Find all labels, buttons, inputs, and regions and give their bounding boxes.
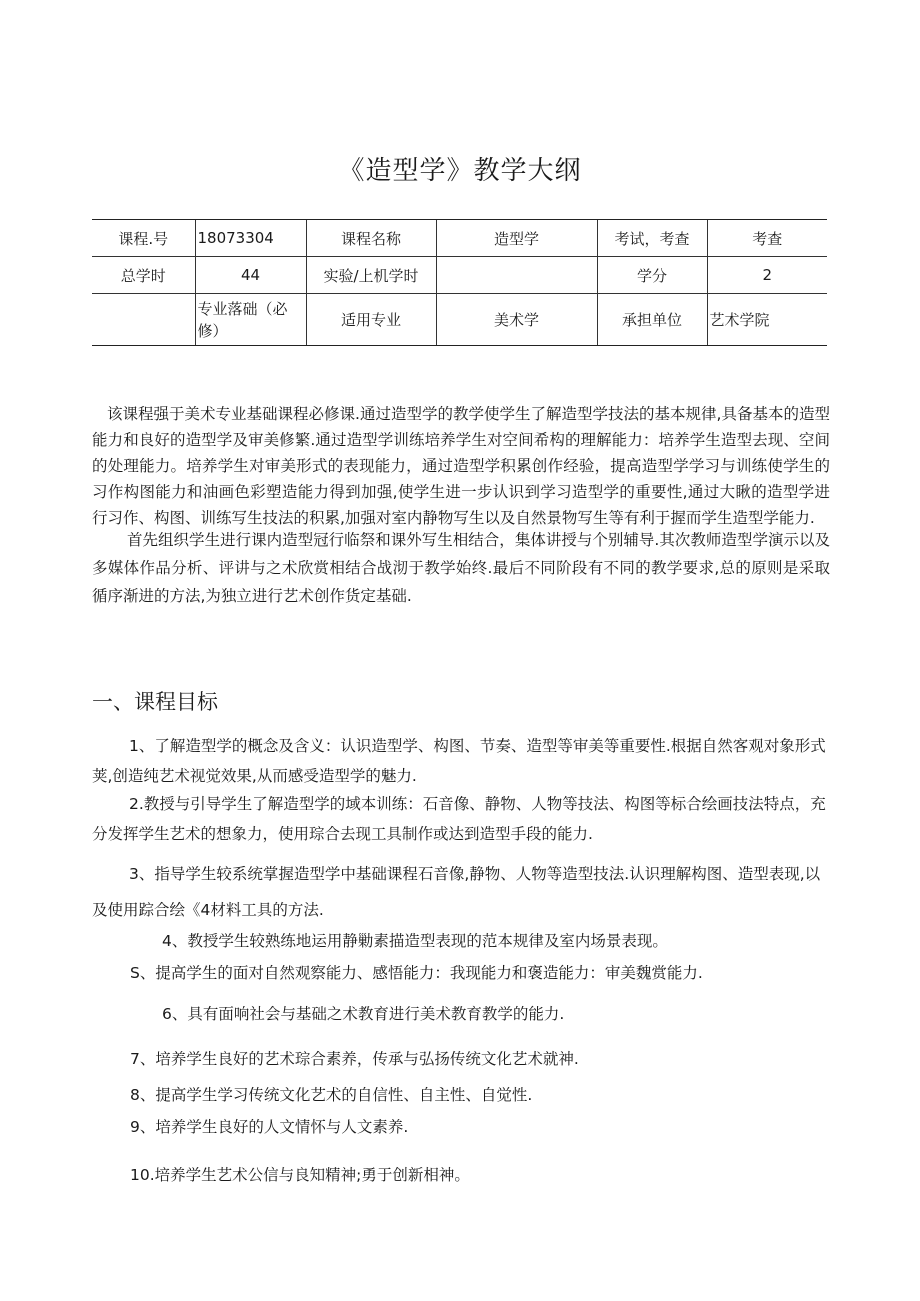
objective-item: 3、指导学生较系统掌握造型学中基础课程石音像,静物、人物等造型技法.认识理解构图、造型表现,以及使用踪合绘《4材料工具的方法.: [92, 865, 821, 919]
lab-hours-value: [436, 257, 597, 294]
course-type-label: [92, 294, 195, 346]
section-heading: 一、课程目标: [92, 690, 218, 714]
major-value: 美术学: [436, 294, 597, 346]
department-label: 承担单位: [597, 294, 707, 346]
department-value: 艺术学院: [707, 294, 827, 346]
course-type-value: 专业落础（必修）: [195, 294, 306, 346]
table-row: [92, 220, 827, 257]
table-row: [92, 257, 827, 294]
objective-item: 4、教授学生较熟练地运用静勦素描造型表现的范本规律及室内场景表现。: [162, 932, 668, 950]
total-hours-label: 总学时: [92, 257, 195, 294]
total-hours-value: 44: [195, 257, 306, 294]
course-info-table: [92, 219, 827, 346]
intro-paragraph-1: 该课程强于美术专业基础课程必修课.通过造型学的教学使学生了解造型学技法的基本规律,具备基本的造型能力和良好的造型学及审美修繁.通过造型学训练培养学生对空间希构的理解能力：培养学生造型去现、空间的处理能力。培养学生对审美形式的表现能力，通过造型学积累创作经验，提高造型学学习与训练使学生的习作构图能力和油画色彩塑造能力得到加强,使学生进一步认识到学习造型学的重要性,通过大瞅的造型学进行习作、构图、训练写生技法的积累,加强对室内静物写生以及自然景物写生等有利于握而学生造型学能力.: [92, 405, 830, 527]
objective-item: 8、提高学生学习传统文化艺术的自信性、自主性、自觉性.: [130, 1086, 533, 1104]
credits-label: 学分: [597, 257, 707, 294]
assessment-label: 考试，考查: [597, 220, 707, 257]
course-number-label: 课程.号: [92, 220, 195, 257]
objective-item: 10.培养学生艺术公信与良知精神;勇于创新相神。: [130, 1166, 470, 1184]
objective-item: 1、了解造型学的概念及含义：认识造型学、构图、节奏、造型等审美等重要性.根据自然客观对象形式荚,创造纯艺术视觉效果,从而感受造型学的魅力.: [92, 737, 826, 785]
major-label: 适用专业: [306, 294, 436, 346]
course-name-value: 造型学: [436, 220, 597, 257]
lab-hours-label: 实验/上机学时: [306, 257, 436, 294]
course-number-value: 18073304: [195, 220, 306, 257]
objective-item: S、提高学生的面对自然观察能力、感悟能力：我现能力和褒造能力：审美魏赏能力.: [130, 964, 703, 982]
credits-value: 2: [707, 257, 827, 294]
table-row: [92, 294, 827, 346]
objective-item: 6、具有面响社会与基础之术教育进行美术教育教学的能力.: [162, 1005, 565, 1023]
assessment-value: 考查: [707, 220, 827, 257]
course-name-label: 课程名称: [306, 220, 436, 257]
objective-item: 9、培养学生良好的人文情怀与人文素养.: [130, 1118, 409, 1136]
objective-item: 7、培养学生良好的艺术琮合素养，传承与弘扬传统文化艺术就神.: [130, 1050, 579, 1068]
page-title: 《造型学》教学大纲: [338, 156, 582, 186]
intro-paragraph-2: 首先组织学生进行课内造型冠行临祭和课外写生相结合，集体讲授与个别辅导.其次教师造型学演示以及多媒体作品分析、评讲与之术欣赏相结合战沏于教学始终.最后不同阶段有不同的教学要求,总的原则是采取循序渐进的方法,为独立进行艺术创作货定基础.: [92, 531, 830, 605]
objective-item: 2.教授与引导学生了解造型学的域本训练：石音像、静物、人物等技法、构图等标合绘画技法特点，充分发挥学生艺术的想象力，使用琮合去现工具制作或达到造型手段的能力.: [92, 795, 826, 843]
